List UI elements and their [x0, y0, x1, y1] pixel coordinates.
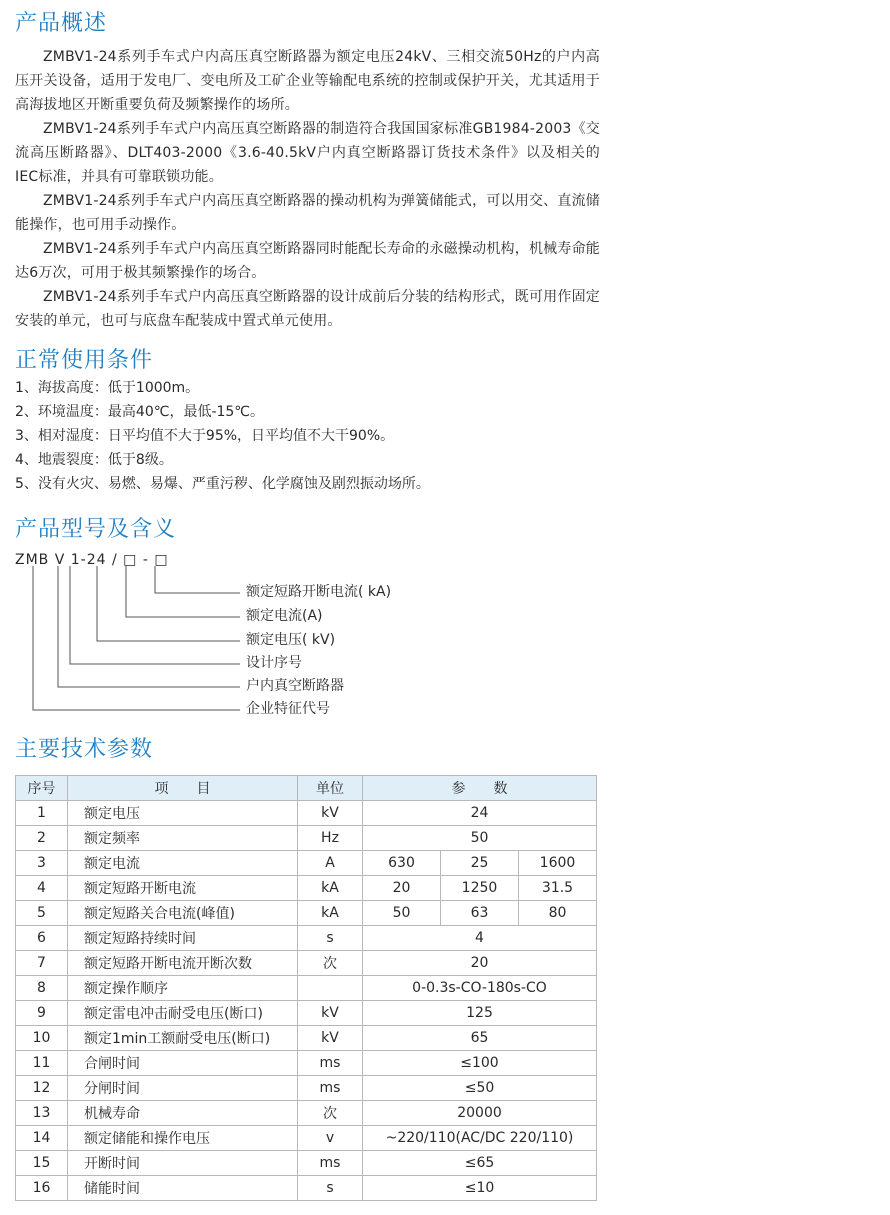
- row-value: ≤50: [363, 1076, 597, 1101]
- model-legend-item: 额定电压( kV): [246, 632, 336, 648]
- overview-paragraph: ZMBV1-24系列手车式户内高压真空断路器同时能配长寿命的永磁操动机构，机械寿命能达6万次，可用于极其频繁操作的场合。: [15, 241, 600, 281]
- model-legend-item: 额定电流(A): [246, 608, 323, 624]
- model-legend-item: 设计序号: [246, 655, 302, 671]
- condition-item: 3、相对湿度：日平均值不大于95%，日平均值不大干90%。: [15, 428, 395, 444]
- row-item: 分闸时间: [68, 1076, 298, 1101]
- row-item: 额定储能和操作电压: [68, 1126, 298, 1151]
- row-no: 12: [16, 1076, 68, 1101]
- row-value: ~220/110(AC/DC 220/110): [363, 1126, 597, 1151]
- table-row: [16, 1126, 597, 1151]
- table-row: [16, 901, 597, 926]
- params-heading: 主要技术参数: [15, 737, 154, 762]
- header-item: 项 目: [68, 776, 298, 801]
- row-no: 11: [16, 1051, 68, 1076]
- header-no: 序号: [16, 776, 68, 801]
- row-value: 20: [363, 951, 597, 976]
- table-row: [16, 851, 597, 876]
- row-value: 20000: [363, 1101, 597, 1126]
- row-unit: s: [298, 926, 363, 951]
- condition-item: 2、环境温度：最高40℃，最低-15℃。: [15, 404, 265, 420]
- condition-item: 4、地震裂度：低于8级。: [15, 452, 173, 468]
- row-unit: Hz: [298, 826, 363, 851]
- row-no: 1: [16, 801, 68, 826]
- parameters-table: [15, 775, 597, 1201]
- table-row: [16, 801, 597, 826]
- row-item: 额定短路关合电流(峰值): [68, 901, 298, 926]
- row-unit: kA: [298, 901, 363, 926]
- model-legend-item: 户内真空断路器: [246, 678, 344, 694]
- table-row: [16, 1001, 597, 1026]
- overview-heading: 产品概述: [15, 11, 108, 36]
- row-value: 65: [363, 1026, 597, 1051]
- row-no: 6: [16, 926, 68, 951]
- row-item: 合闸时间: [68, 1051, 298, 1076]
- row-unit: 次: [298, 1101, 363, 1126]
- row-no: 2: [16, 826, 68, 851]
- row-no: 4: [16, 876, 68, 901]
- overview-paragraph: ZMBV1-24系列手车式户内高压真空断路器为额定电压24kV、三相交流50Hz的户内高压开关设备，适用于发电厂、变电所及工矿企业等输配电系统的控制或保护开关，尤其适用于高海拔地区开断重要负荷及频繁操作的场所。: [15, 49, 600, 113]
- row-value: 50: [363, 826, 597, 851]
- model-code: ZMB V 1-24 / □ - □: [15, 552, 169, 568]
- row-item: 开断时间: [68, 1151, 298, 1176]
- row-no: 16: [16, 1176, 68, 1201]
- row-value: 25: [441, 851, 519, 876]
- row-value: 0-0.3s-CO-180s-CO: [363, 976, 597, 1001]
- header-value: 参 数: [363, 776, 597, 801]
- row-item: 额定雷电冲击耐受电压(断口): [68, 1001, 298, 1026]
- row-no: 9: [16, 1001, 68, 1026]
- row-item: 机械寿命: [68, 1101, 298, 1126]
- row-no: 7: [16, 951, 68, 976]
- overview-paragraph: ZMBV1-24系列手车式户内高压真空断路器的设计成前后分装的结构形式，既可用作固定安装的单元，也可与底盘车配装成中置式单元使用。: [15, 289, 600, 329]
- model-heading: 产品型号及含义: [15, 517, 177, 542]
- table-row: [16, 1076, 597, 1101]
- overview-paragraph: ZMBV1-24系列手车式户内高压真空断路器的制造符合我国国家标准GB1984-2003《交流高压断路器》、DLT403-2000《3.6-40.5kV户内真空断路器订货技术条件》以及相关的IEC标准，并具有可靠联锁功能。: [15, 121, 600, 185]
- row-item: 额定电压: [68, 801, 298, 826]
- row-value: 24: [363, 801, 597, 826]
- row-item: 额定短路持续时间: [68, 926, 298, 951]
- row-no: 5: [16, 901, 68, 926]
- table-row: [16, 1176, 597, 1201]
- row-value: 80: [519, 901, 597, 926]
- model-legend-item: 企业特征代号: [246, 701, 330, 717]
- row-value: 4: [363, 926, 597, 951]
- row-value: 630: [363, 851, 441, 876]
- row-value: 20: [363, 876, 441, 901]
- row-unit: s: [298, 1176, 363, 1201]
- row-unit: kV: [298, 1001, 363, 1026]
- table-row: [16, 951, 597, 976]
- header-unit: 单位: [298, 776, 363, 801]
- row-item: 储能时间: [68, 1176, 298, 1201]
- table-row: [16, 976, 597, 1001]
- row-unit: ms: [298, 1151, 363, 1176]
- row-value: 1600: [519, 851, 597, 876]
- row-unit: 次: [298, 951, 363, 976]
- row-value: ≤65: [363, 1151, 597, 1176]
- table-row: [16, 926, 597, 951]
- row-unit: [298, 976, 363, 1001]
- condition-item: 1、海拔高度：低于1000m。: [15, 380, 200, 396]
- row-unit: kA: [298, 876, 363, 901]
- row-unit: ms: [298, 1051, 363, 1076]
- row-value: 125: [363, 1001, 597, 1026]
- row-value: 63: [441, 901, 519, 926]
- row-item: 额定操作顺序: [68, 976, 298, 1001]
- table-row: [16, 826, 597, 851]
- row-value: ≤100: [363, 1051, 597, 1076]
- row-no: 3: [16, 851, 68, 876]
- row-value: ≤10: [363, 1176, 597, 1201]
- row-value: 31.5: [519, 876, 597, 901]
- table-row: [16, 1051, 597, 1076]
- overview-paragraph: ZMBV1-24系列手车式户内高压真空断路器的操动机构为弹簧储能式，可以用交、直流储能操作，也可用手动操作。: [15, 193, 600, 233]
- row-no: 13: [16, 1101, 68, 1126]
- row-no: 8: [16, 976, 68, 1001]
- row-unit: ms: [298, 1076, 363, 1101]
- conditions-heading: 正常使用条件: [15, 348, 154, 373]
- row-item: 额定1min工额耐受电压(断口): [68, 1026, 298, 1051]
- model-legend-item: 额定短路开断电流( kA): [246, 584, 392, 600]
- row-value: 50: [363, 901, 441, 926]
- table-row: [16, 876, 597, 901]
- table-row: [16, 1026, 597, 1051]
- row-no: 15: [16, 1151, 68, 1176]
- row-item: 额定电流: [68, 851, 298, 876]
- row-no: 14: [16, 1126, 68, 1151]
- row-unit: kV: [298, 1026, 363, 1051]
- row-value: 1250: [441, 876, 519, 901]
- row-item: 额定频率: [68, 826, 298, 851]
- row-no: 10: [16, 1026, 68, 1051]
- row-unit: A: [298, 851, 363, 876]
- table-row: [16, 1151, 597, 1176]
- table-row: [16, 1101, 597, 1126]
- row-item: 额定短路开断电流开断次数: [68, 951, 298, 976]
- row-unit: v: [298, 1126, 363, 1151]
- table-header-row: [16, 776, 597, 801]
- row-unit: kV: [298, 801, 363, 826]
- condition-item: 5、没有火灾、易燃、易爆、严重污秽、化学腐蚀及剧烈振动场所。: [15, 476, 430, 492]
- row-item: 额定短路开断电流: [68, 876, 298, 901]
